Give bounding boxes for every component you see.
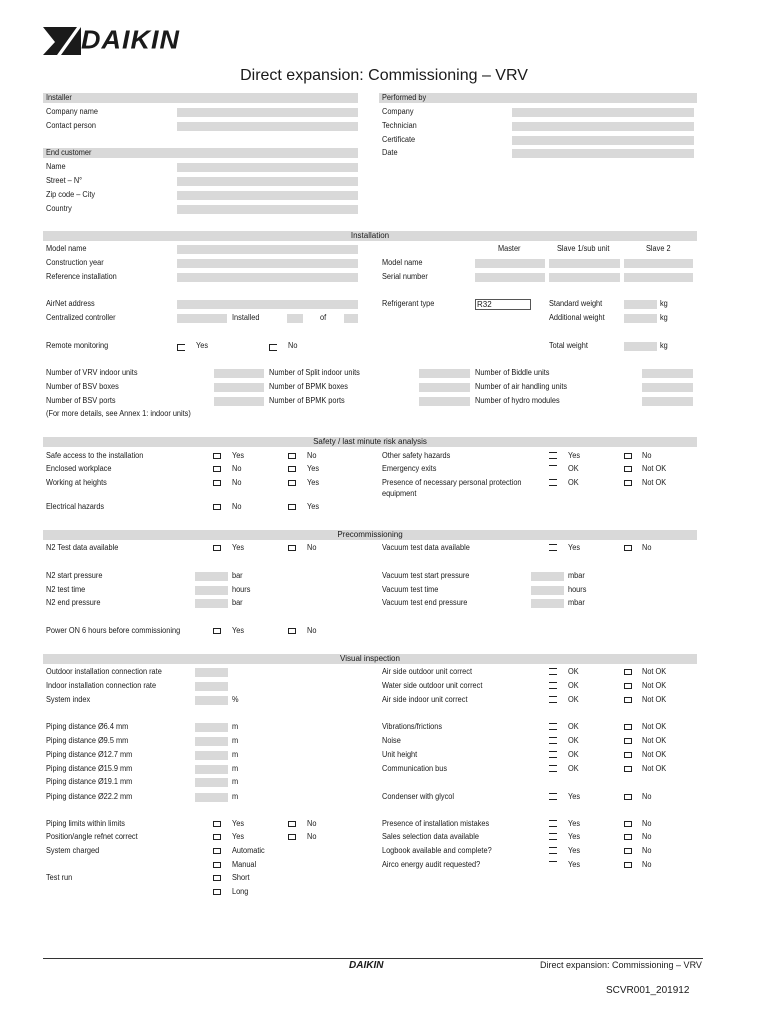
- checkbox-unit-height-notok[interactable]: [624, 752, 632, 758]
- label-total-weight: Total weight: [549, 341, 588, 350]
- footer-code: SCVR001_201912: [606, 985, 690, 996]
- footer-brand: DAIKIN: [349, 960, 384, 971]
- checkbox-air-indoor-notok[interactable]: [624, 697, 632, 703]
- label-airco-no: No: [642, 860, 652, 869]
- field-split-indoor[interactable]: [419, 369, 470, 378]
- field-biddle[interactable]: [642, 369, 693, 378]
- field-model-slave2[interactable]: [624, 259, 693, 268]
- checkbox-water-outdoor-notok[interactable]: [624, 683, 632, 689]
- checkbox-refnet-yes[interactable]: [213, 834, 221, 840]
- field-vac-start[interactable]: [531, 572, 564, 581]
- checkbox-noise-notok[interactable]: [624, 738, 632, 744]
- label-bsv-boxes: Number of BSV boxes: [46, 382, 119, 391]
- label-manual: Manual: [232, 860, 257, 869]
- checkbox-condenser-yes[interactable]: [549, 793, 557, 800]
- label-of: of: [320, 313, 327, 322]
- label-n2-end: N2 end pressure: [46, 598, 101, 607]
- label-n2-no: No: [307, 543, 317, 552]
- label-bsv-ports: Number of BSV ports: [46, 396, 116, 405]
- label-date: Date: [382, 148, 398, 157]
- label-electrical: Electrical hazards: [46, 502, 105, 511]
- label-unit-height-notok: Not OK: [642, 750, 667, 759]
- label-vacuum-no: No: [642, 543, 652, 552]
- label-heights-yes: Yes: [307, 478, 320, 487]
- unit-m-4: m: [232, 764, 239, 773]
- label-ppe-notok: Not OK: [642, 478, 667, 487]
- label-vac-start: Vacuum test start pressure: [382, 571, 470, 580]
- end-customer-header: End customer: [43, 148, 358, 158]
- checkbox-comm-bus-notok[interactable]: [624, 766, 632, 772]
- label-construction-year: Construction year: [46, 258, 104, 267]
- checkbox-vacuum-yes[interactable]: [549, 544, 557, 551]
- checkbox-limits-yes[interactable]: [213, 821, 221, 827]
- label-serial-number: Serial number: [382, 272, 428, 281]
- field-serial-slave2[interactable]: [624, 273, 693, 282]
- checkbox-airco-yes[interactable]: [549, 861, 557, 868]
- field-serial-slave1[interactable]: [549, 273, 620, 282]
- field-refrigerant-type[interactable]: R32: [475, 299, 531, 310]
- unit-hours-2: hours: [568, 585, 587, 594]
- field-company-name[interactable]: [177, 108, 358, 117]
- field-outdoor-rate[interactable]: [195, 668, 228, 677]
- field-vac-time[interactable]: [531, 586, 564, 595]
- field-indoor-rate[interactable]: [195, 682, 228, 691]
- label-water-outdoor-notok: Not OK: [642, 681, 667, 690]
- label-n2-yes: Yes: [232, 543, 245, 552]
- unit-kg-2: kg: [660, 313, 668, 322]
- label-enclosed-yes: Yes: [307, 464, 320, 473]
- unit-m-2: m: [232, 736, 239, 745]
- label-centralized: Centralized controller: [46, 313, 116, 322]
- label-air-outdoor-ok: OK: [568, 667, 579, 676]
- checkbox-ppe-ok[interactable]: [549, 479, 557, 486]
- checkbox-n2-no[interactable]: [288, 545, 296, 551]
- checkbox-air-indoor-ok[interactable]: [549, 696, 557, 703]
- installer-header: Installer: [43, 93, 358, 103]
- field-reference-installation[interactable]: [177, 273, 358, 282]
- field-model-slave1[interactable]: [549, 259, 620, 268]
- field-certificate[interactable]: [512, 136, 694, 145]
- checkbox-other-yes[interactable]: [549, 452, 557, 459]
- field-technician[interactable]: [512, 122, 694, 131]
- field-p95[interactable]: [195, 737, 228, 746]
- field-airnet[interactable]: [177, 300, 358, 309]
- label-emergency-ok: OK: [568, 464, 579, 473]
- label-logbook-yes: Yes: [568, 846, 581, 855]
- label-other-yes: Yes: [568, 451, 581, 460]
- label-power-yes: Yes: [232, 626, 245, 635]
- label-sales-no: No: [642, 832, 652, 841]
- label-electrical-no: No: [232, 502, 242, 511]
- label-vrv-indoor: Number of VRV indoor units: [46, 368, 138, 377]
- field-n2-start[interactable]: [195, 572, 228, 581]
- label-p127: Piping distance Ø12.7 mm: [46, 750, 133, 759]
- label-logbook-no: No: [642, 846, 652, 855]
- label-bpmk-ports: Number of BPMK ports: [269, 396, 345, 405]
- field-model-name[interactable]: [177, 245, 358, 254]
- checkbox-remote-no[interactable]: [269, 344, 277, 351]
- label-p191: Piping distance Ø19.1 mm: [46, 777, 133, 786]
- label-water-outdoor-ok: OK: [568, 681, 579, 690]
- checkbox-safe-access-yes[interactable]: [213, 453, 221, 459]
- label-safe-access: Safe access to the installation: [46, 451, 144, 460]
- label-enclosed: Enclosed workplace: [46, 464, 112, 473]
- checkbox-emergency-ok[interactable]: [549, 465, 557, 472]
- label-air-indoor-notok: Not OK: [642, 695, 667, 704]
- label-certificate: Certificate: [382, 135, 416, 144]
- label-hydro: Number of hydro modules: [475, 396, 560, 405]
- field-standard-weight[interactable]: [624, 300, 657, 309]
- visual-header: Visual inspection: [43, 654, 697, 664]
- label-limits-no: No: [307, 819, 317, 828]
- unit-m-5: m: [232, 777, 239, 786]
- label-refnet-yes: Yes: [232, 832, 245, 841]
- unit-bar-1: bar: [232, 571, 243, 580]
- col-slave2: Slave 2: [646, 244, 671, 253]
- label-additional-weight: Additional weight: [549, 313, 605, 322]
- label-emergency: Emergency exits: [382, 464, 437, 473]
- field-vrv-indoor[interactable]: [214, 369, 264, 378]
- label-p95: Piping distance Ø9.5 mm: [46, 736, 129, 745]
- field-company[interactable]: [512, 108, 694, 117]
- label-vac-time: Vacuum test time: [382, 585, 439, 594]
- checkbox-water-outdoor-ok[interactable]: [549, 682, 557, 689]
- performed-by-header: Performed by: [379, 93, 697, 103]
- checkbox-logbook-no[interactable]: [624, 848, 632, 854]
- field-country[interactable]: [177, 205, 358, 214]
- field-model-master[interactable]: [475, 259, 545, 268]
- label-country: Country: [46, 204, 72, 213]
- label-condenser-no: No: [642, 792, 652, 801]
- checkbox-sales-no[interactable]: [624, 834, 632, 840]
- label-contact-person: Contact person: [46, 121, 96, 130]
- label-airco: Airco energy audit requested?: [382, 860, 481, 869]
- field-n2-time[interactable]: [195, 586, 228, 595]
- checkbox-air-outdoor-notok[interactable]: [624, 669, 632, 675]
- label-standard-weight: Standard weight: [549, 299, 603, 308]
- checkbox-charged-automatic[interactable]: [213, 848, 221, 854]
- checkbox-electrical-no[interactable]: [213, 504, 221, 510]
- checkbox-logbook-yes[interactable]: [549, 847, 557, 854]
- label-refrigerant-type: Refrigerant type: [382, 299, 435, 308]
- checkbox-heights-no[interactable]: [213, 480, 221, 486]
- field-construction-year[interactable]: [177, 259, 358, 268]
- unit-mbar-2: mbar: [568, 598, 585, 607]
- label-p159: Piping distance Ø15.9 mm: [46, 764, 133, 773]
- precommissioning-header: Precommissioning: [43, 530, 697, 540]
- checkbox-enclosed-no[interactable]: [213, 466, 221, 472]
- label-refnet-no: No: [307, 832, 317, 841]
- label-vac-end: Vacuum test end pressure: [382, 598, 468, 607]
- unit-pct: %: [232, 695, 239, 704]
- label-air-indoor: Air side indoor unit correct: [382, 695, 468, 704]
- label-condenser-yes: Yes: [568, 792, 581, 801]
- label-model-name-r: Model name: [382, 258, 423, 267]
- field-p64[interactable]: [195, 723, 228, 732]
- field-p222[interactable]: [195, 793, 228, 802]
- label-comm-bus-ok: OK: [568, 764, 579, 773]
- label-logbook: Logbook available and complete?: [382, 846, 492, 855]
- label-air-outdoor-notok: Not OK: [642, 667, 667, 676]
- checkbox-condenser-no[interactable]: [624, 794, 632, 800]
- label-safe-access-no: No: [307, 451, 317, 460]
- field-n2-end[interactable]: [195, 599, 228, 608]
- label-biddle: Number of Biddle units: [475, 368, 550, 377]
- label-reference-installation: Reference installation: [46, 272, 117, 281]
- label-vacuum-available: Vacuum test data available: [382, 543, 470, 552]
- label-automatic: Automatic: [232, 846, 265, 855]
- unit-hours-1: hours: [232, 585, 251, 594]
- checkbox-ppe-notok[interactable]: [624, 480, 632, 486]
- label-air-outdoor: Air side outdoor unit correct: [382, 667, 473, 676]
- checkbox-power-no[interactable]: [288, 628, 296, 634]
- label-mistakes-yes: Yes: [568, 819, 581, 828]
- unit-m-3: m: [232, 750, 239, 759]
- field-additional-weight[interactable]: [624, 314, 657, 323]
- checkbox-heights-yes[interactable]: [288, 480, 296, 486]
- label-air-indoor-ok: OK: [568, 695, 579, 704]
- field-system-index[interactable]: [195, 696, 228, 705]
- field-installed-count[interactable]: [287, 314, 303, 323]
- checkbox-remote-yes[interactable]: [177, 344, 185, 351]
- label-remote-no: No: [288, 341, 298, 350]
- label-limits: Piping limits within limits: [46, 819, 125, 828]
- label-safe-access-yes: Yes: [232, 451, 245, 460]
- daikin-logo: [43, 25, 218, 62]
- label-emergency-notok: Not OK: [642, 464, 667, 473]
- field-bpmk-boxes[interactable]: [419, 383, 470, 392]
- unit-bar-2: bar: [232, 598, 243, 607]
- label-bpmk-boxes: Number of BPMK boxes: [269, 382, 348, 391]
- checkbox-safe-access-no[interactable]: [288, 453, 296, 459]
- label-short: Short: [232, 873, 250, 882]
- label-comm-bus: Communication bus: [382, 764, 448, 773]
- unit-kg-1: kg: [660, 299, 668, 308]
- label-company-name: Company name: [46, 107, 98, 116]
- checkbox-airco-no[interactable]: [624, 862, 632, 868]
- checkbox-refnet-no[interactable]: [288, 834, 296, 840]
- label-n2-time: N2 test time: [46, 585, 86, 594]
- checkbox-vibrations-notok[interactable]: [624, 724, 632, 730]
- label-n2-start: N2 start pressure: [46, 571, 103, 580]
- label-air-handling: Number of air handling units: [475, 382, 568, 391]
- field-hydro[interactable]: [642, 397, 693, 406]
- label-vibrations-notok: Not OK: [642, 722, 667, 731]
- col-slave1: Slave 1/sub unit: [557, 244, 610, 253]
- checkbox-air-outdoor-ok[interactable]: [549, 668, 557, 675]
- field-p159[interactable]: [195, 765, 228, 774]
- label-sales: Sales selection data available: [382, 832, 479, 841]
- field-bsv-ports[interactable]: [214, 397, 264, 406]
- label-remote-yes: Yes: [196, 341, 209, 350]
- checkbox-enclosed-yes[interactable]: [288, 466, 296, 472]
- label-indoor-rate: Indoor installation connection rate: [46, 681, 157, 690]
- label-zip: Zip code – City: [46, 190, 96, 199]
- label-street: Street – N°: [46, 176, 83, 185]
- label-noise-notok: Not OK: [642, 736, 667, 745]
- label-power-no: No: [307, 626, 317, 635]
- label-sales-yes: Yes: [568, 832, 581, 841]
- checkbox-vibrations-ok[interactable]: [549, 723, 557, 730]
- checkbox-power-yes[interactable]: [213, 628, 221, 634]
- label-water-outdoor: Water side outdoor unit correct: [382, 681, 483, 690]
- checkbox-vacuum-no[interactable]: [624, 545, 632, 551]
- label-installed: Installed: [232, 313, 260, 322]
- label-company: Company: [382, 107, 414, 116]
- label-noise-ok: OK: [568, 736, 579, 745]
- checkbox-test-short[interactable]: [213, 875, 221, 881]
- label-model-name: Model name: [46, 244, 87, 253]
- checkbox-comm-bus-ok[interactable]: [549, 765, 557, 772]
- safety-header: Safety / last minute risk analysis: [43, 437, 697, 447]
- label-unit-height: Unit height: [382, 750, 418, 759]
- field-p191[interactable]: [195, 778, 228, 787]
- label-vacuum-yes: Yes: [568, 543, 581, 552]
- label-name: Name: [46, 162, 66, 171]
- checkbox-other-no[interactable]: [624, 453, 632, 459]
- label-charged: System charged: [46, 846, 100, 855]
- label-vibrations-ok: OK: [568, 722, 579, 731]
- label-unit-height-ok: OK: [568, 750, 579, 759]
- unit-m-1: m: [232, 722, 239, 731]
- label-n2-available: N2 Test data available: [46, 543, 119, 552]
- footer-divider: [43, 958, 703, 959]
- field-serial-master[interactable]: [475, 273, 545, 282]
- label-long: Long: [232, 887, 249, 896]
- label-test-run: Test run: [46, 873, 73, 882]
- checkbox-mistakes-no[interactable]: [624, 821, 632, 827]
- label-condenser: Condenser with glycol: [382, 792, 455, 801]
- footer-doc-title: Direct expansion: Commissioning – VRV: [540, 960, 702, 970]
- unit-mbar-1: mbar: [568, 571, 585, 580]
- checkbox-n2-yes[interactable]: [213, 545, 221, 551]
- field-bpmk-ports[interactable]: [419, 397, 470, 406]
- field-p127[interactable]: [195, 751, 228, 760]
- label-other-no: No: [642, 451, 652, 460]
- checkbox-unit-height-ok[interactable]: [549, 751, 557, 758]
- label-power-on: Power ON 6 hours before commissioning: [46, 626, 181, 635]
- unit-kg-3: kg: [660, 341, 668, 350]
- label-vibrations: Vibrations/frictions: [382, 722, 443, 731]
- installation-header: Installation: [43, 231, 697, 241]
- label-airco-yes: Yes: [568, 860, 581, 869]
- label-other-hazards: Other safety hazards: [382, 451, 451, 460]
- daikin-logo-text: DAIKIN: [81, 25, 180, 55]
- field-contact-person[interactable]: [177, 122, 358, 131]
- label-technician: Technician: [382, 121, 417, 130]
- label-heights: Working at heights: [46, 478, 107, 487]
- label-p64: Piping distance Ø6.4 mm: [46, 722, 129, 731]
- label-p222: Piping distance Ø22.2 mm: [46, 792, 133, 801]
- field-air-handling[interactable]: [642, 383, 693, 392]
- label-ppe: Presence of necessary personal protection: [382, 478, 522, 487]
- checkbox-test-long[interactable]: [213, 889, 221, 895]
- checkbox-charged-manual[interactable]: [213, 862, 221, 868]
- label-mistakes-no: No: [642, 819, 652, 828]
- checkbox-sales-yes[interactable]: [549, 833, 557, 840]
- field-name[interactable]: [177, 163, 358, 172]
- label-ppe-ok: OK: [568, 478, 579, 487]
- label-system-index: System index: [46, 695, 91, 704]
- checkbox-emergency-notok[interactable]: [624, 466, 632, 472]
- label-noise: Noise: [382, 736, 401, 745]
- checkbox-mistakes-yes[interactable]: [549, 820, 557, 827]
- label-electrical-yes: Yes: [307, 502, 320, 511]
- field-date[interactable]: [512, 149, 694, 158]
- label-mistakes: Presence of installation mistakes: [382, 819, 490, 828]
- label-refnet: Position/angle refnet correct: [46, 832, 138, 841]
- label-ppe-equipment: equipment: [382, 489, 417, 498]
- field-total-weight[interactable]: [624, 342, 657, 351]
- checkbox-limits-no[interactable]: [288, 821, 296, 827]
- checkbox-noise-ok[interactable]: [549, 737, 557, 744]
- details-note: (For more details, see Annex 1: indoor units): [46, 409, 191, 418]
- field-bsv-boxes[interactable]: [214, 383, 264, 392]
- field-vac-end[interactable]: [531, 599, 564, 608]
- unit-m-6: m: [232, 792, 239, 801]
- label-enclosed-no: No: [232, 464, 242, 473]
- label-airnet: AirNet address: [46, 299, 95, 308]
- field-zip[interactable]: [177, 191, 358, 200]
- label-outdoor-rate: Outdoor installation connection rate: [46, 667, 162, 676]
- field-of-count[interactable]: [344, 314, 358, 323]
- col-master: Master: [498, 244, 521, 253]
- label-limits-yes: Yes: [232, 819, 245, 828]
- label-split-indoor: Number of Split indoor units: [269, 368, 360, 377]
- checkbox-electrical-yes[interactable]: [288, 504, 296, 510]
- field-centralized[interactable]: [177, 314, 227, 323]
- page-title: Direct expansion: Commissioning – VRV: [240, 67, 528, 84]
- field-street[interactable]: [177, 177, 358, 186]
- label-remote: Remote monitoring: [46, 341, 109, 350]
- label-heights-no: No: [232, 478, 242, 487]
- label-comm-bus-notok: Not OK: [642, 764, 667, 773]
